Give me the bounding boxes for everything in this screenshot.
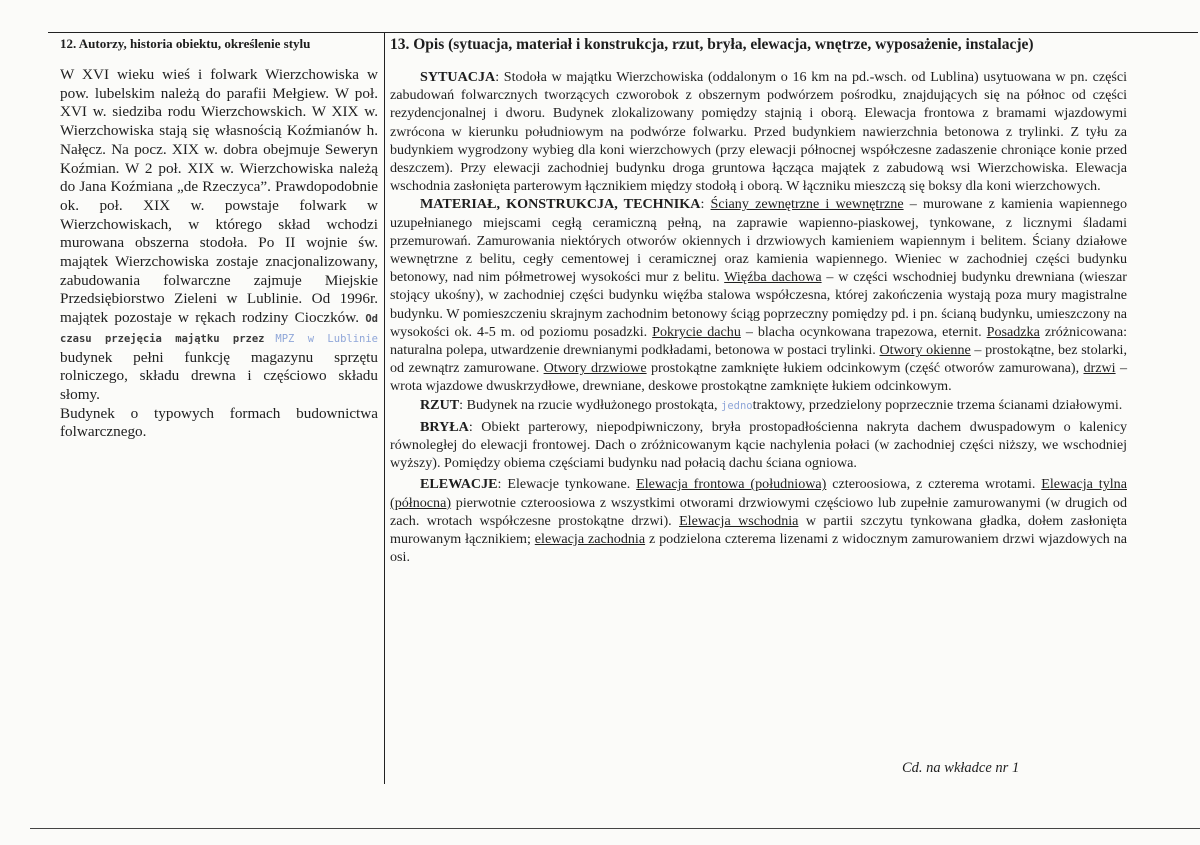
elewacje-text: : Elewacje tynkowane.	[497, 476, 637, 493]
roofing-text: – blacha ocynkowana trapezowa, eternit.	[740, 323, 987, 340]
elewacje-paragraph	[390, 475, 1127, 566]
west-elevation-text: z podzielona czterema lizenami z widocznym zamurowaniem drzwi wjazdowych na osi.	[390, 531, 1128, 566]
bottom-rule	[30, 828, 1200, 829]
roofing-term: Pokrycie dachu	[652, 323, 741, 340]
style-paragraph: Budynek o typowych formach budownictwa folwarcznego.	[60, 404, 378, 441]
section-13-heading: 13. Opis (sytuacja, materiał i konstrukcja, rzut, bryła, elewacja, wnętrze, wyposażenie, instalacje)	[390, 36, 1034, 53]
section-12	[60, 36, 378, 442]
handwritten-note-blue: MPZ w Lublinie	[275, 332, 378, 345]
west-elevation-term: elewacja zachodnia	[534, 531, 646, 548]
rzut-text: : Budynek na rzucie wydłużonego prostokąta,	[459, 396, 722, 413]
walls-term: Ściany zewnętrzne i wewnętrzne	[710, 196, 904, 213]
east-elevation-term: Elewacja wschodnia	[679, 512, 799, 529]
front-elevation-term: Elewacja frontowa (południowa)	[636, 476, 827, 493]
rear-elevation-text: pierwotnie czteroosiowa z wszystkimi otworami drzwiowymi częściowo lub zupełnie zamurowanymi (w drugich od zach. wrotach współczesne prostokątne drzwi).	[390, 494, 1127, 529]
elewacje-label: ELEWACJE	[420, 476, 498, 493]
windows-text: – prostokątne, bez stolarki, od zewnątrz zamurowane.	[390, 342, 1127, 377]
floor-term: Posadzka	[986, 323, 1040, 340]
rzut-text-cont: traktowy, przedzielony poprzecznie trzema ścianami działowymi.	[752, 396, 1123, 413]
rzut-paragraph	[390, 396, 1127, 415]
section-13	[390, 36, 1127, 566]
walls-text: – murowane z kamienia wapiennego uzupełnianego miejscami cegłą ceramiczną pełną, na zaprawie wapienno-piaskowej, tynkowane, z licznymi śladami przemurowań. Zamurowania niektórych otworów okiennych i drzwiowych kamieniem wapiennym i belitem. Ściany działowe wewnętrzne z belitu, cegły cementowej i ceramicznej oraz kamienia wapiennego. Wieniec w zachodniej części budynku betonowy, nad nim półmetrowej wysokości mur z belitu.	[390, 196, 1127, 286]
bryla-paragraph	[390, 418, 1127, 473]
history-paragraph	[60, 66, 378, 405]
door-openings-term: Otwory drzwiowe	[543, 360, 647, 377]
material-label: MATERIAŁ, KONSTRUKCJA, TECHNIKA	[420, 196, 701, 213]
bryla-text: : Obiekt parterowy, niepodpiwniczony, bryła prostopadłościenna nakryta dachem dwuspadowym o kalenicy równoległej do elewacji frontowej. Dach o zróżnicowanym kącie nachylenia połaci (w zachodniej części niższy, we wschodniej wyższy). Pomiędzy obiema częściami budynku nad połacią dachu ściana ogniowa.	[390, 418, 1127, 472]
top-rule	[48, 32, 1198, 33]
continuation-note: Cd. na wkładce nr 1	[902, 760, 1020, 776]
rzut-label: RZUT	[420, 396, 460, 413]
doors-text: – wrota wjazdowe dwuskrzydłowe, drewniane, deskowe prostokątne zamknięte łukiem odcinkowym.	[390, 360, 1127, 395]
history-text-cont: budynek pełni funkcję magazynu sprzętu rolniczego, składu drewna i częściowo składu słomy.	[60, 348, 378, 403]
sytuacja-paragraph	[390, 68, 1127, 195]
east-elevation-text: w partii szczytu tynkowana gładka, dołem zasłonięta murowanym łącznikiem;	[390, 512, 1127, 548]
front-elevation-text: czteroosiowa, z czterema wrotami.	[826, 476, 1042, 493]
doors-term: drzwi	[1083, 360, 1116, 377]
door-openings-text: prostokątne zamknięte łukiem odcinkowym (część otworów zamurowana),	[646, 360, 1084, 377]
section-12-heading: 12. Autorzy, historia obiektu, określenie stylu	[60, 36, 311, 51]
rzut-handwritten: jedno	[721, 399, 753, 412]
handwritten-note: Od czasu przejęcia majątku przez	[60, 313, 378, 345]
windows-term: Otwory okienne	[879, 342, 971, 359]
bryla-label: BRYŁA	[420, 418, 469, 435]
floor-text: zróżnicowana: naturalna polepa, utwardzenie drewnianymi podkładami, betonowa w postaci trylinki.	[390, 323, 1127, 359]
column-divider	[384, 32, 385, 784]
sytuacja-text: : Stodoła w majątku Wierzchowiska (oddalonym o 16 km na pd.-wsch. od Lublina) usytuowana w pn. części zabudowań folwarcznych tworzących czworobok z obszernym podwórzem pośrodku, znajdujących się na północ od części rezydencjonalnej i dworu. Budynek zlokalizowany pomiędzy stajnią i oborą. Elewacja frontowa z bramami wjazdowymi zwrócona w kierunku południowym na podwórze folwarku. Przed budynkiem nawierzchnia betonowa z trylinki. Z tyłu za budynkiem wygrodzony wybieg dla koni wierzchowych (przy elewacji północnej współczesne zadaszenie chroniące konie przed deszczem). Przy elewacji zachodniej budynku droga gruntowa łącząca majątek z zabudową wsi Wierzchowiska. Elewacja wschodnia zasłonięta parterowym łącznikiem między stodołą i oborą. W łączniku mieszczą się boksy dla koni wierzchowych.	[390, 69, 1127, 195]
description-body	[390, 68, 1127, 566]
roof-truss-term: Więźba dachowa	[724, 269, 822, 286]
material-paragraph	[390, 195, 1127, 395]
sytuacja-label: SYTUACJA	[420, 69, 496, 85]
roof-truss-text: – w części wschodniej budynku drewniana (wieszar stojący ukośny), w zachodniej części budynku więźba stalowa współczesna, której zakończenia wystają poza mury magistralne budynku. W pomieszczeniu skrajnym zachodnim betonowy ściąg poprzeczny pomiędzy pd. i pn. ścianą budynku, umieszczony na wysokości ok. 4-5 m. od poziomu posadzki.	[390, 269, 1127, 340]
material-colon: :	[700, 196, 711, 213]
history-text: W XVI wieku wieś i folwark Wierzchowiska w pow. lubelskim należą do parafii Mełgiew. W poł. XVI w. siedziba rodu Wierzchowskich. W XIX w. Wierzchowiska stają się własnością Koźmianów h. Nałęcz. Na pocz. XIX w. dobra obejmuje Seweryn Koźmian. W 2 poł. XIX w. Wierzchowiska należą do Jana Koźmiana „de Rzeczyca”. Prawdopodobnie ok. poł. XIX w. powstaje folwark w Wierzchowiskach, w którego skład wchodzi murowana obszerna stodoła. Po II wojnie św. majątek Wierzchowiska zostaje znacjonalizowany, zabudowania folwarczne zajmuje Miejskie Przedsiębiorstwo Zieleni w Lublinie. Od 1996r. majątek pozostaje w rękach rodziny Cioczków.	[60, 66, 378, 327]
rear-elevation-term: Elewacja tylna (północna)	[390, 476, 1127, 511]
